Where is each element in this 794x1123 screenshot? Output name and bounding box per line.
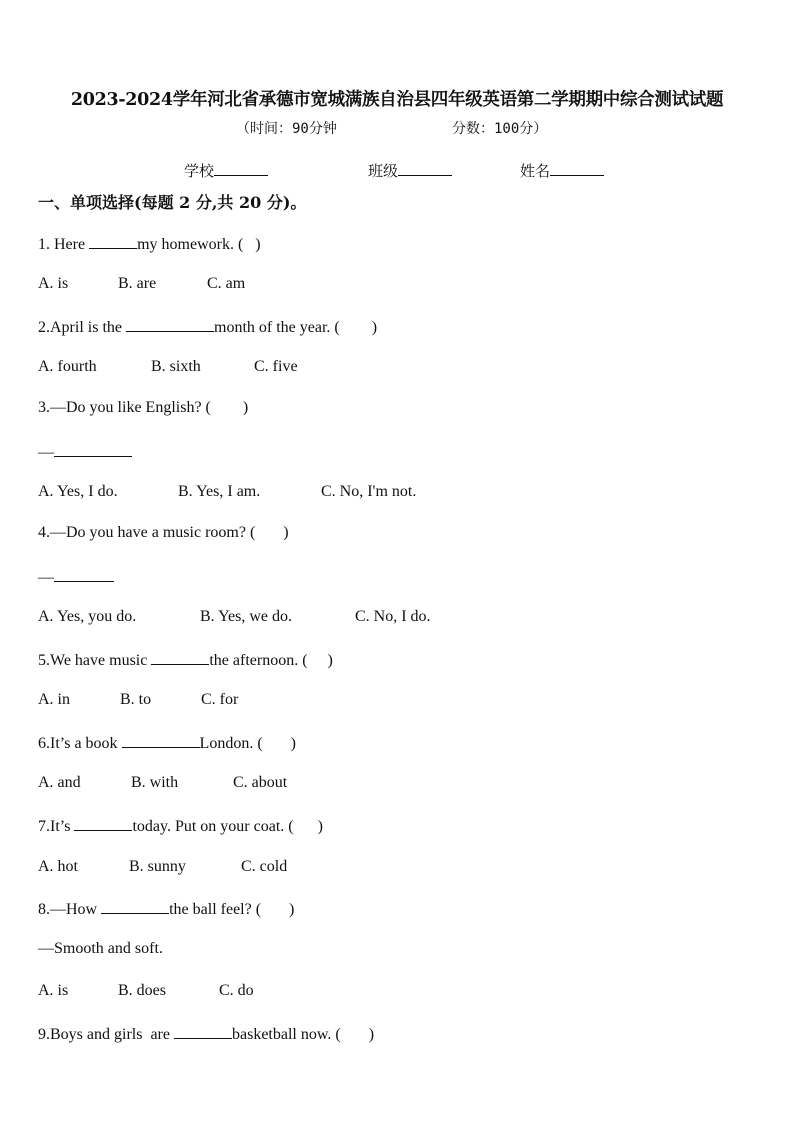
answer-blank[interactable]: [126, 316, 214, 332]
exam-time: （时间：90分钟: [236, 121, 337, 137]
name-field: [520, 160, 604, 181]
option-b[interactable]: B. Yes, we do.: [200, 608, 293, 625]
option-c[interactable]: C. do: [219, 982, 254, 999]
option-b[interactable]: B. Yes, I am.: [178, 483, 261, 500]
question-6: 6.It’s a book London. ( ): [38, 732, 296, 753]
option-b[interactable]: B. sunny: [129, 858, 186, 875]
question-7: 7.It’s today. Put on your coat. ( ): [38, 815, 323, 836]
option-a[interactable]: A. is: [38, 275, 69, 292]
option-b[interactable]: B. sixth: [151, 358, 201, 375]
option-a[interactable]: A. Yes, you do.: [38, 608, 137, 625]
exam-title: 2023-2024学年河北省承德市宽城满族自治县四年级英语第二学期期中综合测试试题: [70, 90, 724, 110]
option-a[interactable]: A. in: [38, 691, 70, 708]
question-5: 5.We have music the afternoon. ( ): [38, 649, 333, 670]
section-title: 一、单项选择(每题 2 分,共 20 分)。: [38, 193, 307, 212]
exam-score: 分数：100分）: [452, 121, 548, 137]
option-c[interactable]: C. am: [207, 275, 246, 292]
option-a[interactable]: A. hot: [38, 858, 78, 875]
option-c[interactable]: C. No, I do.: [355, 608, 431, 625]
option-a[interactable]: A. is: [38, 982, 69, 999]
question-9: 9.Boys and girls are basketball now. ( ): [38, 1023, 374, 1044]
question-8: 8.—How the ball feel? ( ): [38, 898, 294, 919]
name-label: 姓名: [520, 162, 551, 180]
answer-blank[interactable]: [101, 898, 169, 914]
question-4: 4.—Do you have a music room? ( ): [38, 524, 289, 541]
option-a[interactable]: A. Yes, I do.: [38, 483, 118, 500]
answer-blank[interactable]: [89, 233, 137, 249]
name-blank[interactable]: [550, 161, 604, 176]
option-b[interactable]: B. with: [131, 774, 179, 791]
option-b[interactable]: B. are: [118, 275, 157, 292]
answer-line: —: [38, 441, 132, 462]
answer-blank[interactable]: [74, 815, 132, 831]
class-label: 班级: [368, 162, 399, 180]
option-c[interactable]: C. for: [201, 691, 239, 708]
school-blank[interactable]: [214, 161, 268, 176]
question-3: 3.—Do you like English? ( ): [38, 399, 249, 416]
answer-blank[interactable]: [54, 441, 132, 457]
answer-line: —: [38, 566, 114, 587]
answer-blank[interactable]: [151, 649, 209, 665]
option-b[interactable]: B. to: [120, 691, 152, 708]
school-label: 学校: [184, 162, 215, 180]
option-c[interactable]: C. cold: [241, 858, 288, 875]
question-2: 2.April is the month of the year. ( ): [38, 316, 377, 337]
answer-blank[interactable]: [54, 566, 114, 582]
answer-blank[interactable]: [122, 732, 200, 748]
question-1: 1. Here my homework. ( ): [38, 233, 261, 254]
answer-blank[interactable]: [174, 1023, 232, 1039]
answer-line: —Smooth and soft.: [38, 940, 163, 957]
class-blank[interactable]: [398, 161, 452, 176]
school-field: [184, 160, 268, 181]
option-c[interactable]: C. No, I'm not.: [321, 483, 417, 500]
class-field: [368, 160, 452, 181]
option-a[interactable]: A. fourth: [38, 358, 97, 375]
option-c[interactable]: C. about: [233, 774, 288, 791]
option-b[interactable]: B. does: [118, 982, 166, 999]
option-a[interactable]: A. and: [38, 774, 81, 791]
option-c[interactable]: C. five: [254, 358, 298, 375]
